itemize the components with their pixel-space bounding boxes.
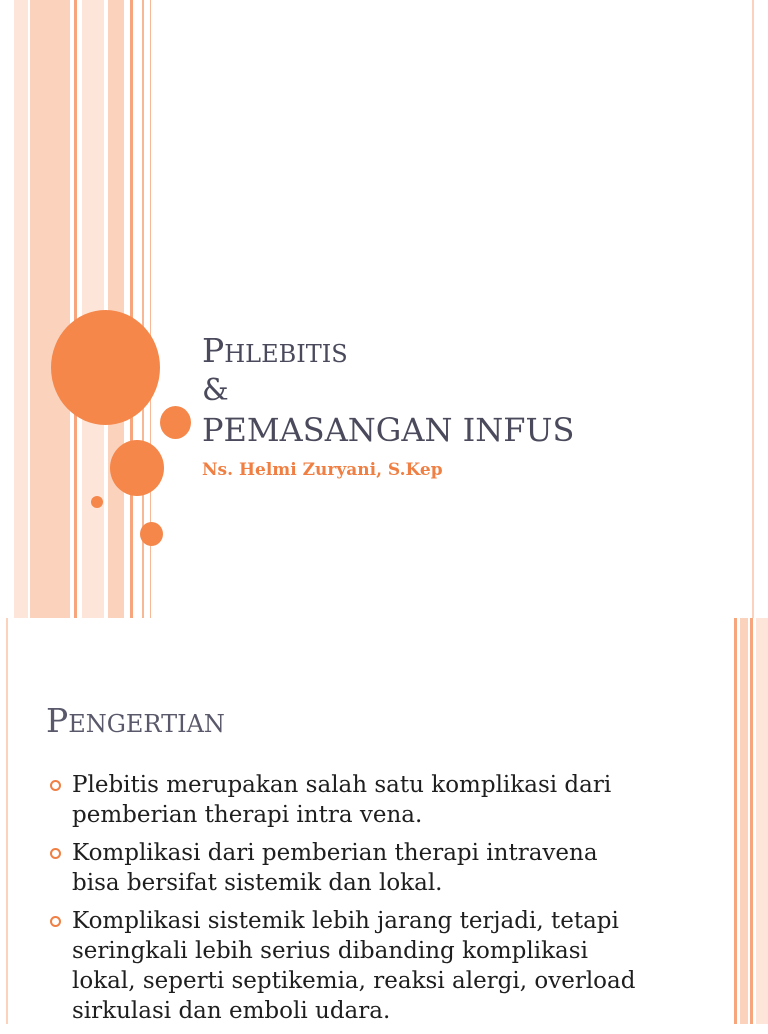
bullet-circle-icon xyxy=(50,916,61,927)
decor-stripe xyxy=(30,0,70,618)
list-item xyxy=(48,838,648,898)
title-line-3: PEMASANGAN INFUS xyxy=(202,411,575,449)
heading-initial: P xyxy=(46,701,69,740)
decor-stripe xyxy=(752,0,754,618)
heading-smallcaps: ENGERTIAN xyxy=(68,710,225,738)
decor-stripe xyxy=(734,618,737,1024)
decor-circle-small xyxy=(160,406,191,439)
decor-stripe xyxy=(740,618,748,1024)
decor-stripe xyxy=(82,0,104,618)
title-smallcaps: HLEBITIS xyxy=(224,340,348,368)
list-item xyxy=(48,906,648,1026)
bullet-circle-icon xyxy=(50,848,61,859)
decor-stripe xyxy=(108,0,124,618)
decor-circle-tiny xyxy=(91,496,103,508)
title-line-2: & xyxy=(202,373,229,408)
presenter-name: Ns. Helmi Zuryani, S.Kep xyxy=(202,460,443,480)
bullet-list xyxy=(48,770,648,1034)
decor-stripe xyxy=(74,0,77,618)
decor-circle-medium xyxy=(110,440,164,496)
bullet-text: Plebitis merupakan salah satu komplikasi dari pemberian therapi intra vena. xyxy=(72,772,612,828)
decor-stripe xyxy=(6,618,8,1024)
bullet-text: Komplikasi sistemik lebih jarang terjadi, tetapi seringkali lebih serius dibanding komplikasi lokal, seperti septikemia, reaksi alergi, overload sirkulasi dan emboli udara. xyxy=(72,908,636,1024)
decor-circle-large xyxy=(51,310,160,425)
bullet-text: Komplikasi dari pemberian therapi intravena bisa bersifat sistemik dan lokal. xyxy=(72,840,598,896)
decor-stripe xyxy=(130,0,133,618)
slide-heading xyxy=(46,701,225,740)
title-line-1 xyxy=(202,331,348,370)
decor-stripe xyxy=(14,0,28,618)
decor-stripe xyxy=(750,618,753,1024)
decor-stripe xyxy=(756,618,768,1024)
list-item xyxy=(48,770,648,830)
decor-circle-small xyxy=(140,522,163,546)
bullet-circle-icon xyxy=(50,780,61,791)
title-initial: P xyxy=(202,331,225,370)
